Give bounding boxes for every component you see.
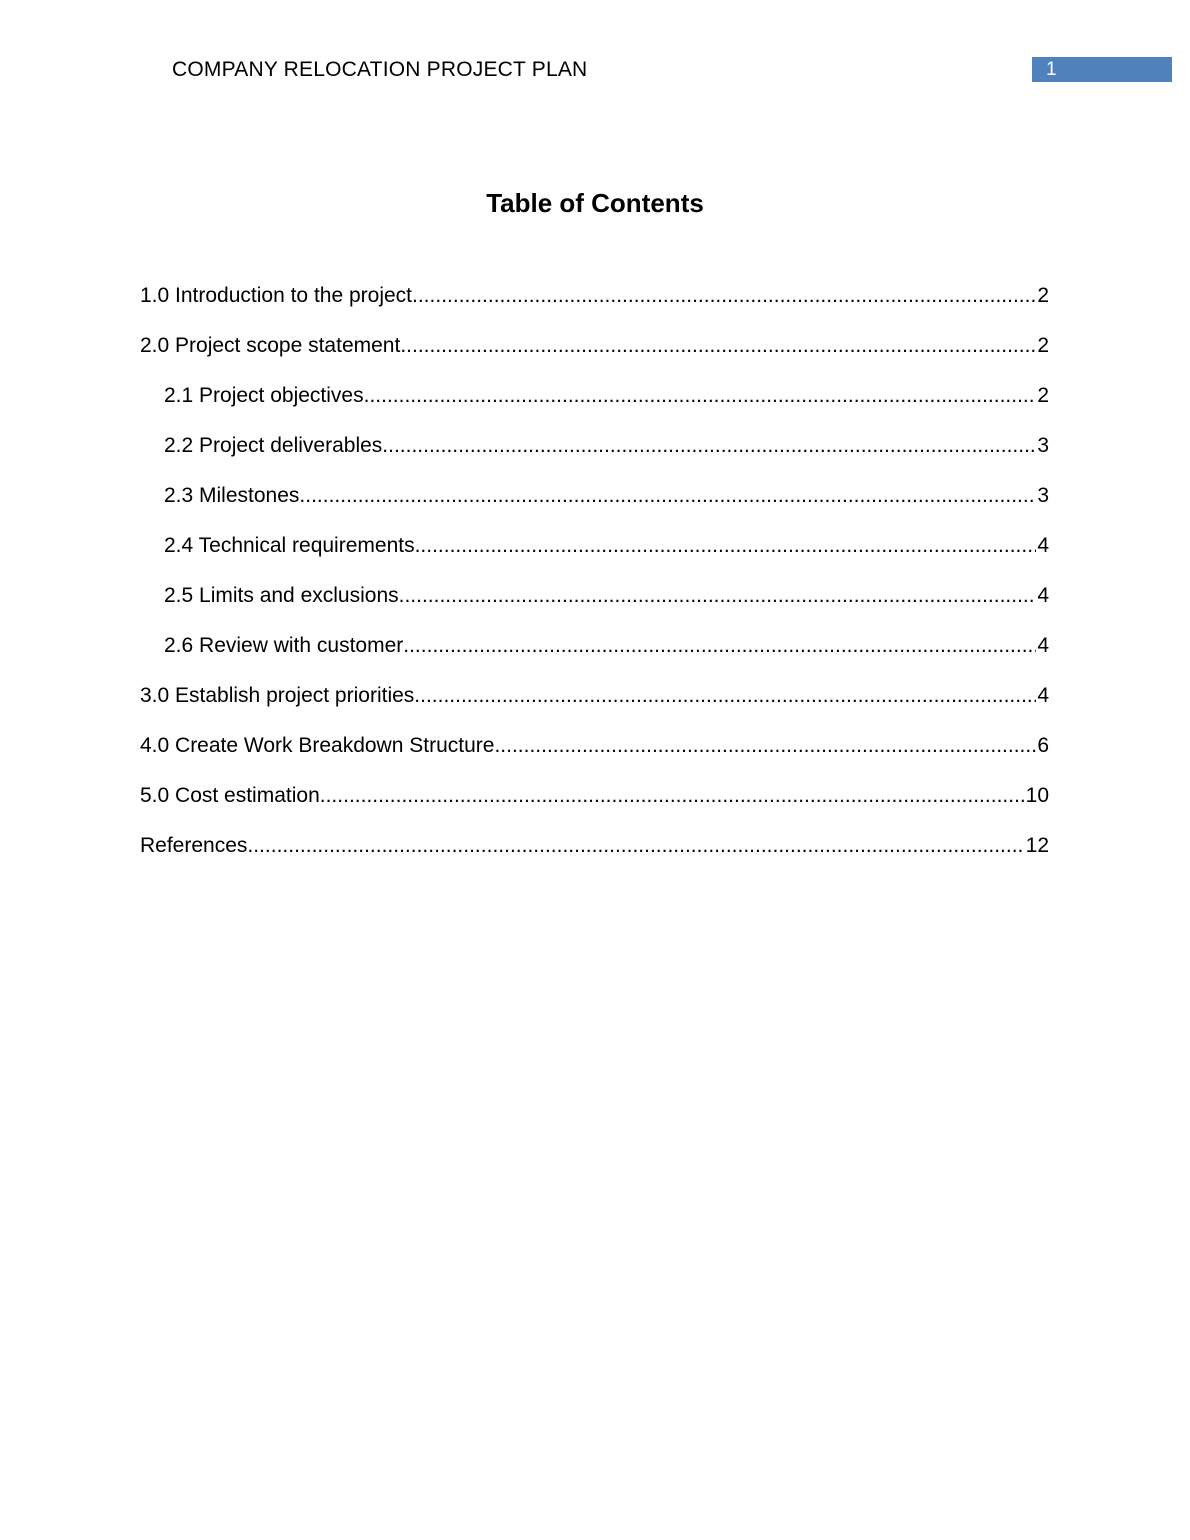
toc-entry-page: 4 (1037, 534, 1049, 557)
toc-dot-leader (494, 732, 1036, 760)
toc-entry[interactable] (140, 582, 1049, 632)
toc-entry-title: 3.0 Establish project priorities (140, 684, 415, 707)
toc-dot-leader (400, 332, 1036, 360)
document-title: COMPANY RELOCATION PROJECT PLAN (172, 58, 588, 81)
toc-entry-page: 4 (1037, 684, 1049, 707)
toc-entry[interactable] (140, 682, 1049, 732)
toc-entry[interactable] (140, 432, 1049, 482)
toc-entry-title: 2.3 Milestones (164, 484, 300, 507)
toc-entry-page: 2 (1037, 284, 1049, 307)
toc-entry-title: References (140, 834, 248, 857)
toc-entry-page: 4 (1037, 584, 1049, 607)
toc-dot-leader (403, 632, 1036, 660)
toc-entry-page: 6 (1037, 734, 1049, 757)
toc-dot-leader (247, 832, 1024, 860)
toc-dot-leader (320, 782, 1025, 810)
toc-dot-leader (414, 682, 1036, 710)
toc-entry-title: 2.0 Project scope statement (140, 334, 401, 357)
toc-entry-page: 4 (1037, 634, 1049, 657)
toc-entry[interactable] (140, 482, 1049, 532)
toc-entry-page: 12 (1025, 834, 1049, 857)
toc-dot-leader (364, 382, 1037, 410)
toc-entry-title: 1.0 Introduction to the project (140, 284, 413, 307)
toc-entry[interactable] (140, 382, 1049, 432)
toc-entry[interactable] (140, 732, 1049, 782)
toc-entry[interactable] (140, 282, 1049, 332)
toc-entry[interactable] (140, 532, 1049, 582)
toc-dot-leader (382, 432, 1036, 460)
toc-dot-leader (399, 582, 1037, 610)
toc-dot-leader (299, 482, 1036, 510)
toc-dot-leader (412, 282, 1036, 310)
toc-entry-title: 4.0 Create Work Breakdown Structure (140, 734, 495, 757)
toc-entry-page: 3 (1037, 484, 1049, 507)
toc-entry[interactable] (140, 782, 1049, 832)
toc-entry[interactable] (140, 632, 1049, 682)
table-of-contents (140, 282, 1049, 882)
toc-entry-title: 2.2 Project deliverables (164, 434, 383, 457)
toc-entry-page: 10 (1025, 784, 1049, 807)
toc-heading: Table of Contents (486, 188, 704, 218)
page-number-badge: 1 (1032, 57, 1172, 82)
toc-entry-page: 2 (1037, 384, 1049, 407)
toc-entry-title: 5.0 Cost estimation (140, 784, 320, 807)
toc-entry-title: 2.6 Review with customer (164, 634, 404, 657)
toc-entry-page: 2 (1037, 334, 1049, 357)
toc-entry[interactable] (140, 332, 1049, 382)
toc-dot-leader (415, 532, 1037, 560)
toc-entry-page: 3 (1037, 434, 1049, 457)
toc-entry[interactable] (140, 832, 1049, 882)
toc-entry-title: 2.5 Limits and exclusions (164, 584, 399, 607)
toc-entry-title: 2.1 Project objectives (164, 384, 364, 407)
toc-entry-title: 2.4 Technical requirements (164, 534, 415, 557)
